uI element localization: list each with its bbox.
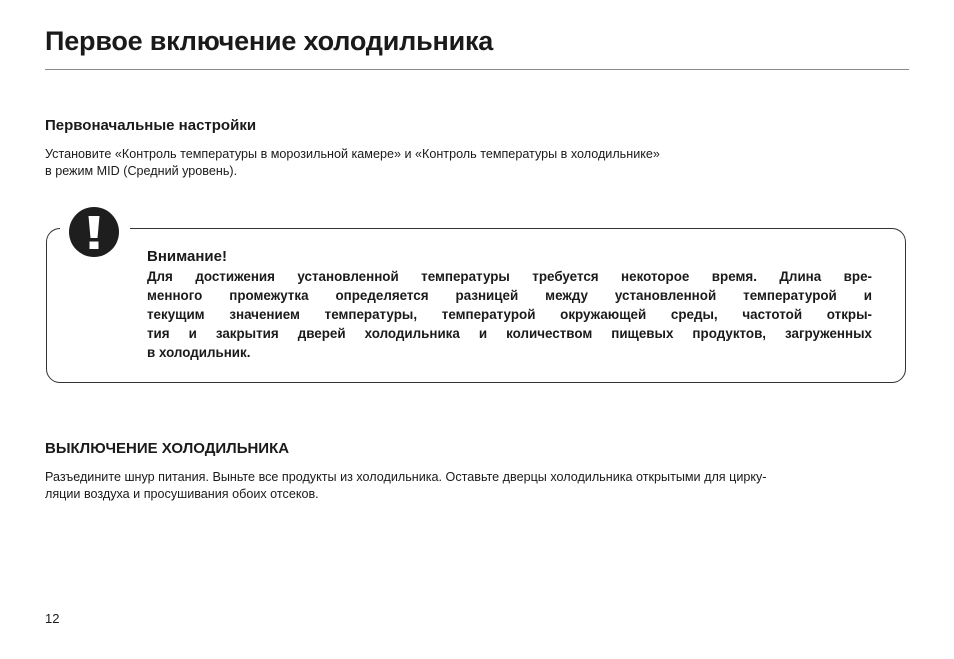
initial-settings-text [45, 146, 660, 180]
warning-text-line: в холодильник. [147, 345, 251, 360]
shutdown-line: ляции воздуха и просушивания обоих отсеков. [45, 487, 319, 501]
shutdown-text [45, 469, 767, 503]
page-title: Первое включение холодильника [45, 26, 494, 56]
warning-text-line: Для достижения установленной температуры требуется некоторое время. Длина вре- [147, 269, 872, 284]
initial-settings-line: Установите «Контроль температуры в морозильной камере» и «Контроль температуры в холодильнике» [45, 147, 660, 161]
warning-title: Внимание! [147, 248, 227, 265]
warning-text-line: менного промежутка определяется разницей между установленной температурой и [147, 288, 872, 303]
exclamation-icon [69, 207, 119, 257]
warning-text-line: текущим значением температуры, температурой окружающей среды, частотой откры- [147, 307, 872, 322]
section-heading-initial-settings: Первоначальные настройки [45, 117, 257, 134]
warning-text-line: тия и закрытия дверей холодильника и количеством пищевых продуктов, загруженных [147, 326, 872, 341]
shutdown-line: Разъедините шнур питания. Выньте все продукты из холодильника. Оставьте дверцы холодильника открытыми для цирку- [45, 470, 767, 484]
page-number: 12 [45, 611, 60, 626]
section-heading-shutdown: ВЫКЛЮЧЕНИЕ ХОЛОДИЛЬНИКА [45, 440, 290, 457]
initial-settings-line: в режим MID (Средний уровень). [45, 164, 238, 178]
title-divider [45, 69, 909, 70]
